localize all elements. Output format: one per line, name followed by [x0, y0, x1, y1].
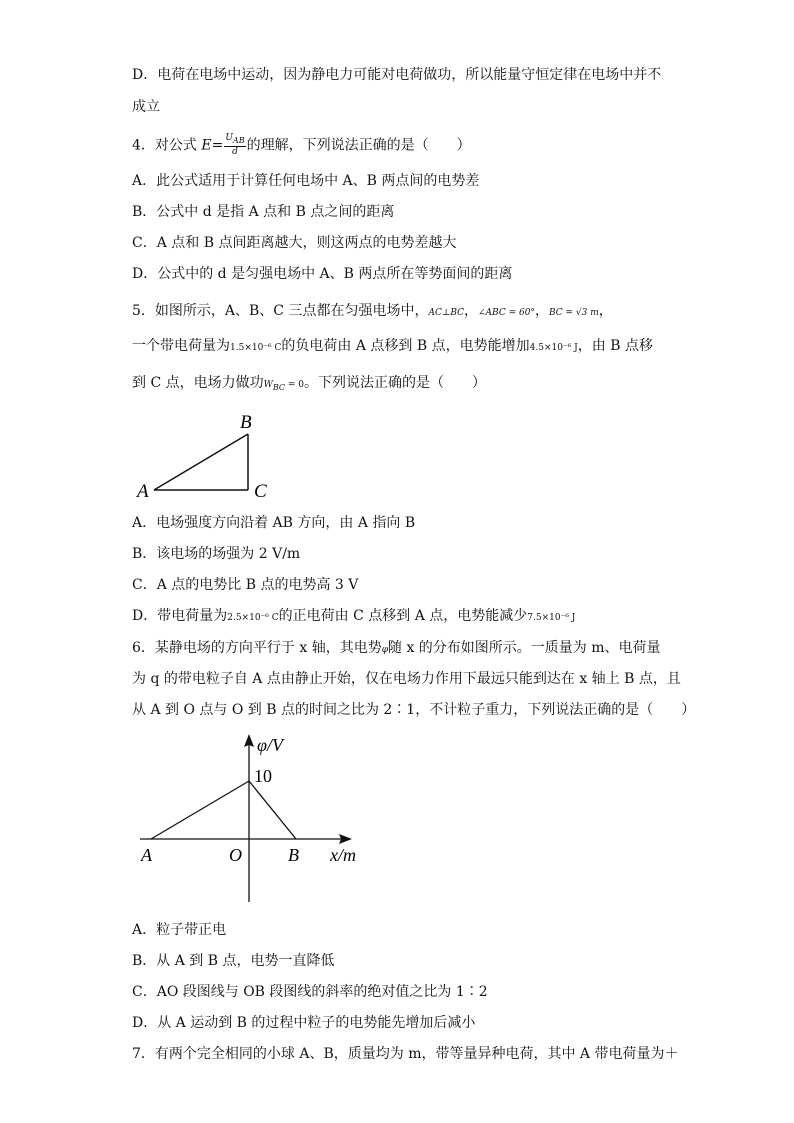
q4-stem [132, 133, 471, 158]
q6-text: 6．某静电场的方向平行于 x 轴，其电势 [132, 640, 382, 656]
q5-comma: ， [598, 303, 613, 319]
q6-option-b: B．从 A 到 B 点，电势一直降低 [132, 953, 335, 969]
q4-formula-u: U [225, 133, 233, 143]
q6-phi-symbol: φ [381, 645, 389, 655]
q4-stem-prefix: 4．对公式 [132, 137, 202, 154]
q4-stem-suffix: 的理解，下列说法正确的是（ ） [246, 137, 471, 154]
q5-option-d-text: D．带电荷量为 [132, 608, 228, 624]
q5-stem-line3 [132, 373, 486, 398]
q5-option-d [132, 606, 575, 628]
q5-stem-line2 [132, 336, 653, 358]
q4-formula-d: d [232, 147, 238, 157]
q5-length-relation: BC = √3 m [548, 308, 599, 318]
q5-text: 。下列说法正确的是（ ） [304, 375, 487, 391]
q7-stem-line1: 7．有两个完全相同的小球 A、B，质量均为 m，带等量异种电荷，其中 A 带电荷量为＋ [132, 1046, 679, 1062]
q5-option-b: B．该电场的场强为 2 V/m [132, 546, 301, 562]
q5-energy-value: 4.5×10⁻⁶ J [529, 343, 578, 353]
q5-text: 5．如图所示，A、B、C 三点都在匀强电场中， [132, 303, 429, 319]
q5-option-c: C．A 点的电势比 B 点的电势高 3 V [132, 577, 359, 593]
q6-label-a: A [141, 845, 152, 865]
q3-option-d-line2: 成立 [132, 99, 160, 115]
q4-formula-eq: = [211, 137, 224, 154]
q5-option-d-energy: 7.5×10⁻⁶ J [527, 613, 576, 623]
q4-formula-e: E [201, 137, 212, 154]
q6-option-a: A．粒子带正电 [132, 922, 227, 938]
q5-text: 一个带电荷量为 [132, 338, 230, 354]
q4-option-c: C．A 点和 B 点间距离越大，则这两点的电势差越大 [132, 235, 457, 251]
q6-stem-line2: 为 q 的带电粒子自 A 点由静止开始，仅在电场力作用下最远只能到达在 x 轴上 B 点，且 [132, 671, 681, 687]
q6-label-b: B [288, 845, 299, 865]
q5-text: 到 C 点，电场力做功 [132, 375, 264, 391]
q4-option-d: D．公式中的 d 是匀强电场中 A、B 两点所在等势面间的距离 [132, 266, 513, 282]
q6-option-c: C．AO 段图线与 OB 段图线的斜率的绝对值之比为 1∶2 [132, 984, 488, 1000]
q4-formula-u-sub: AB [232, 136, 245, 145]
q5-label-b: B [240, 412, 252, 433]
q6-stem-line3: 从 A 到 O 点与 O 到 B 点的时间之比为 2∶1，不计粒子重力，下列说法正确的是（ ） [132, 702, 696, 718]
q5-option-d-charge: 2.5×10⁻⁶ C [227, 613, 279, 623]
q5-side-ab [154, 434, 248, 490]
q6-y-label: φ/V [257, 735, 283, 755]
q5-comma: ， [464, 303, 478, 319]
q5-text: 的负电荷由 A 点移到 B 点，电势能增加 [281, 338, 530, 354]
q6-text: 随 x 的分布如图所示。一质量为 m、电荷量 [388, 640, 661, 656]
q5-label-a: A [137, 481, 149, 502]
q6-option-d: D．从 A 运动到 B 的过程中粒子的电势能先增加后减小 [132, 1015, 476, 1031]
q5-option-d-text: 的正电荷由 C 点移到 A 点，电势能减少 [278, 608, 528, 624]
q5-work-symbol: W [263, 380, 273, 390]
q5-charge-value: 1.5×10⁻⁶ C [230, 343, 282, 353]
q5-angle-relation: ∠ABC = 60° [478, 308, 535, 318]
q6-segment-ob [249, 781, 296, 839]
q5-text: ，由 B 点移 [577, 338, 653, 354]
q6-potential-graph [130, 728, 380, 908]
q5-stem-line1 [132, 301, 613, 323]
q4-option-a: A．此公式适用于计算任何电场中 A、B 两点间的电势差 [132, 173, 480, 189]
q6-stem-line1 [132, 638, 661, 660]
q6-label-o: O [229, 845, 242, 865]
q5-label-c: C [254, 481, 267, 502]
q3-option-d-line1: D．电荷在电场中运动，因为静电力可能对电荷做功，所以能量守恒定律在电场中并不 [132, 67, 662, 83]
q4-formula-fraction [224, 133, 245, 158]
q5-work-sub: BC [272, 383, 286, 392]
q5-triangle-figure [130, 405, 280, 505]
q6-segment-ao [151, 781, 249, 839]
q5-perp-relation: AC⊥BC [428, 308, 464, 318]
q6-x-label: x/m [330, 845, 356, 865]
q6-peak-label: 10 [254, 766, 272, 786]
q5-option-a: A．电场强度方向沿着 AB 方向，由 A 指向 B [132, 515, 416, 531]
q5-work-value: = 0 [285, 380, 305, 390]
q4-option-b: B．公式中 d 是指 A 点和 B 点之间的距离 [132, 204, 395, 220]
q5-comma: ， [534, 303, 549, 319]
